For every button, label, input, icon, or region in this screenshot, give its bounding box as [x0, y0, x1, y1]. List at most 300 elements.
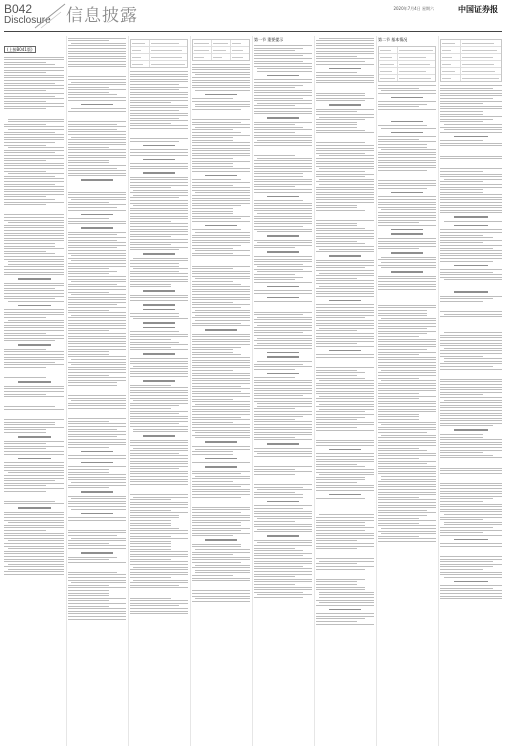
text-line: [381, 90, 436, 91]
text-line: [4, 485, 46, 486]
text-line: [316, 192, 374, 193]
text-line: [192, 163, 233, 164]
text-line: [254, 505, 312, 506]
text-line: [130, 279, 188, 280]
text-line: [440, 311, 502, 312]
text-line: [4, 298, 55, 299]
text-line: [68, 351, 109, 352]
text-block: [378, 85, 436, 542]
text-line: [195, 74, 250, 75]
text-line: [68, 369, 126, 370]
text-line: [440, 511, 502, 512]
text-line: [378, 461, 436, 462]
text-line: [130, 507, 188, 508]
text-line: [4, 233, 64, 234]
text-line: [4, 446, 64, 447]
text-line: [440, 98, 493, 99]
text-line: [130, 450, 188, 451]
text-line: [68, 530, 126, 531]
text-line: [440, 509, 502, 510]
table-cell: [461, 54, 501, 60]
text-line: [130, 197, 179, 198]
text-line: [254, 369, 295, 370]
text-line: [316, 406, 374, 407]
text-line: [68, 162, 109, 163]
text-line: [68, 395, 126, 396]
text-line: [316, 354, 374, 355]
text-line: [316, 417, 365, 418]
text-line: [254, 492, 295, 493]
text-line: [440, 561, 493, 562]
table-cell: [379, 75, 398, 81]
text-line: [378, 505, 436, 506]
subheading-line: [267, 356, 299, 358]
text-line: [378, 352, 436, 353]
text-line: [378, 212, 436, 213]
text-line: [378, 388, 436, 389]
text-line: [4, 396, 64, 397]
text-line: [316, 98, 374, 99]
cell-text-line: [442, 57, 452, 58]
text-line: [133, 205, 188, 206]
text-line: [4, 259, 64, 260]
text-line: [257, 213, 312, 214]
text-line: [192, 362, 250, 363]
text-line: [378, 241, 436, 242]
text-line: [440, 261, 493, 262]
text-line: [195, 310, 250, 311]
text-line: [133, 318, 188, 319]
text-line: [254, 293, 312, 294]
text-line: [4, 465, 64, 466]
text-line: [316, 93, 365, 94]
text-line: [68, 439, 126, 440]
cell-text-line: [442, 71, 455, 72]
text-line: [192, 528, 250, 529]
text-line: [192, 354, 241, 355]
text-line: [192, 77, 250, 78]
text-line: [4, 243, 55, 244]
text-line: [254, 216, 312, 217]
text-line: [254, 322, 312, 323]
paragraph-gap: [254, 304, 312, 310]
text-line: [130, 342, 179, 343]
text-line: [192, 396, 250, 397]
text-line: [8, 173, 64, 174]
text-line: [130, 295, 188, 296]
text-line: [254, 424, 312, 425]
table-cell: [379, 61, 398, 67]
text-line: [4, 561, 64, 562]
text-line: [192, 562, 241, 563]
text-line: [4, 165, 64, 166]
text-line: [316, 385, 374, 386]
text-line: [4, 253, 55, 254]
text-line: [316, 124, 357, 125]
text-line: [257, 542, 312, 543]
text-line: [444, 522, 502, 523]
paragraph-gap: [316, 212, 374, 218]
text-line: [130, 102, 171, 103]
text-line: [316, 383, 374, 384]
text-line: [68, 333, 126, 334]
text-line: [440, 143, 502, 144]
text-line: [68, 423, 126, 424]
text-line: [319, 184, 374, 185]
text-line: [440, 437, 483, 438]
text-line: [68, 207, 117, 208]
text-line: [440, 277, 502, 278]
text-line: [378, 238, 436, 239]
text-line: [130, 371, 188, 372]
text-line: [378, 512, 436, 513]
text-line: [254, 95, 312, 96]
text-line: [444, 332, 502, 333]
text-line: [68, 253, 126, 254]
text-line: [440, 145, 502, 146]
text-line: [4, 150, 64, 151]
table-row: [131, 54, 187, 61]
text-line: [195, 278, 250, 279]
text-line: [68, 336, 126, 337]
subheading-line: [81, 214, 113, 216]
cell-text-line: [194, 50, 209, 51]
text-line: [68, 338, 126, 339]
text-line: [440, 415, 502, 416]
text-line: [68, 367, 126, 368]
text-line: [4, 491, 46, 492]
text-line: [192, 349, 233, 350]
text-line: [254, 100, 312, 101]
text-line: [133, 580, 188, 581]
text-line: [130, 107, 188, 108]
section-title-cn: 信息披露: [66, 6, 138, 26]
subheading-line: [205, 329, 237, 331]
text-line: [440, 258, 502, 259]
subheading-line: [391, 132, 423, 134]
text-line: [444, 314, 502, 315]
table-row: [441, 61, 501, 68]
text-line: [130, 468, 179, 469]
text-block: [68, 38, 126, 620]
text-line: [130, 413, 179, 414]
text-line: [316, 199, 374, 200]
text-line: [4, 204, 46, 205]
text-line: [316, 40, 374, 41]
text-line: [4, 64, 55, 65]
text-line: [440, 119, 493, 120]
text-line: [68, 286, 126, 287]
text-line: [254, 61, 303, 62]
text-line: [4, 330, 64, 331]
text-line: [192, 307, 241, 308]
text-line: [316, 472, 374, 473]
text-line: [440, 442, 502, 443]
text-line: [378, 154, 436, 155]
text-column-3: [130, 36, 188, 746]
text-line: [440, 176, 502, 177]
table-cell: [212, 54, 231, 60]
text-line: [440, 596, 502, 597]
text-line: [4, 266, 64, 267]
text-line: [4, 322, 64, 323]
text-line: [440, 350, 502, 351]
text-line: [4, 126, 64, 127]
text-line: [378, 473, 436, 474]
text-line: [254, 366, 312, 367]
text-line: [68, 520, 126, 521]
table-cell: [398, 61, 435, 67]
text-line: [378, 409, 436, 410]
text-line: [378, 109, 436, 110]
text-line: [440, 340, 502, 341]
text-line: [4, 272, 64, 273]
text-line: [378, 523, 419, 524]
text-line: [316, 265, 374, 266]
text-line: [68, 307, 126, 308]
text-line: [316, 566, 374, 567]
text-line: [378, 541, 436, 542]
text-line: [130, 231, 188, 232]
text-line: [444, 179, 502, 180]
subheading-line: [205, 441, 237, 443]
text-line: [378, 315, 427, 316]
text-line: [192, 64, 250, 65]
text-line: [68, 292, 109, 293]
text-line: [378, 416, 419, 417]
text-line: [68, 121, 126, 122]
text-line: [192, 255, 250, 256]
text-line: [4, 546, 64, 547]
text-line: [254, 558, 312, 559]
table-row: [441, 75, 501, 81]
text-line: [192, 82, 250, 83]
text-line: [68, 328, 126, 329]
text-line: [316, 251, 374, 252]
text-line: [71, 137, 126, 138]
text-line: [130, 208, 188, 209]
text-line: [316, 414, 374, 415]
text-line: [378, 510, 427, 511]
text-line: [68, 469, 109, 470]
text-line: [192, 281, 233, 282]
text-line: [254, 274, 295, 275]
text-line: [130, 363, 188, 364]
text-line: [440, 397, 502, 398]
text-line: [68, 271, 117, 272]
text-line: [254, 135, 312, 136]
text-line: [130, 349, 188, 350]
text-line: [378, 427, 436, 428]
text-line: [4, 424, 55, 425]
text-line: [68, 297, 126, 298]
text-line: [440, 202, 502, 203]
subheading-line: [205, 458, 237, 460]
text-line: [4, 230, 64, 231]
text-line: [316, 109, 374, 110]
text-line: [8, 121, 64, 122]
text-line: [378, 220, 436, 221]
text-line: [378, 538, 436, 539]
text-line: [130, 385, 171, 386]
text-line: [4, 317, 46, 318]
table-cell: [441, 68, 461, 74]
text-line: [254, 429, 312, 430]
text-line: [130, 236, 171, 237]
paragraph-gap: [378, 112, 436, 118]
subheading-line: [391, 192, 423, 194]
cell-text-line: [399, 50, 433, 51]
text-line: [254, 90, 312, 91]
text-line: [68, 487, 109, 488]
text-line: [68, 223, 126, 224]
text-line: [316, 202, 374, 203]
text-line: [192, 533, 250, 534]
text-line: [440, 116, 502, 117]
text-line: [316, 207, 357, 208]
subheading-line: [81, 227, 113, 229]
text-line: [440, 569, 483, 570]
text-line: [378, 396, 436, 397]
text-line: [440, 356, 483, 357]
text-line: [130, 79, 188, 80]
table-cell: [231, 47, 249, 53]
text-line: [378, 167, 436, 168]
text-line: [130, 97, 188, 98]
text-line: [316, 95, 365, 96]
text-line: [254, 345, 312, 346]
text-line: [68, 444, 126, 445]
text-line: [257, 403, 312, 404]
text-line: [257, 266, 312, 267]
text-line: [254, 584, 295, 585]
text-line: [130, 234, 188, 235]
text-line: [378, 144, 427, 145]
text-line: [440, 410, 502, 411]
subheading-line: [143, 145, 175, 147]
text-line: [192, 378, 250, 379]
table-cell: [441, 75, 461, 81]
text-line: [68, 421, 109, 422]
text-line: [440, 425, 493, 426]
text-line: [4, 139, 64, 140]
subheading-line: [391, 233, 423, 235]
text-line: [192, 370, 233, 371]
text-line: [316, 45, 374, 46]
text-line: [378, 199, 436, 200]
text-line: [444, 524, 502, 525]
text-line: [68, 142, 126, 143]
text-line: [440, 384, 502, 385]
text-line: [316, 246, 374, 247]
text-line: [68, 247, 117, 248]
text-line: [378, 520, 436, 521]
text-line: [68, 124, 117, 125]
text-line: [130, 166, 188, 167]
text-line: [4, 288, 55, 289]
text-line: [8, 301, 64, 302]
text-line: [254, 395, 303, 396]
text-line: [192, 190, 250, 191]
text-line: [130, 390, 188, 391]
text-line: [378, 349, 427, 350]
text-line: [130, 276, 188, 277]
text-line: [130, 395, 188, 396]
text-line: [254, 421, 312, 422]
text-line: [440, 101, 502, 102]
text-line: [254, 79, 312, 80]
text-line: [254, 516, 312, 517]
text-line: [4, 409, 64, 410]
subheading-line: [267, 235, 299, 237]
paragraph-gap: [440, 475, 502, 481]
text-line: [192, 161, 250, 162]
text-line: [378, 492, 436, 493]
text-line: [381, 209, 436, 210]
text-line: [378, 463, 427, 464]
text-line: [440, 93, 502, 94]
text-line: [440, 240, 502, 241]
text-line: [440, 229, 502, 230]
text-line: [316, 280, 374, 281]
text-line: [4, 443, 46, 444]
text-line: [4, 178, 64, 179]
text-line: [257, 140, 312, 141]
text-line: [254, 451, 312, 452]
text-line: [440, 106, 502, 107]
text-line: [440, 343, 502, 344]
text-line: [68, 405, 126, 406]
text-line: [68, 418, 126, 419]
text-line: [316, 82, 374, 83]
text-line: [316, 419, 357, 420]
subheading-line: [143, 380, 175, 382]
text-line: [68, 458, 126, 459]
subheading-line: [18, 344, 51, 346]
text-line: [68, 343, 126, 344]
text-line: [316, 343, 357, 344]
text-line: [130, 577, 171, 578]
text-line: [378, 160, 436, 161]
paragraph-gap: [192, 258, 250, 264]
text-line: [254, 553, 312, 554]
text-line: [444, 129, 502, 130]
text-line: [440, 543, 502, 544]
cell-text-line: [442, 50, 451, 51]
text-line: [319, 286, 374, 287]
text-line: [8, 540, 64, 541]
text-line: [192, 237, 250, 238]
text-line: [8, 264, 64, 265]
text-line: [378, 515, 427, 516]
table-cell: [441, 61, 461, 67]
text-line: [378, 341, 436, 342]
text-line: [440, 564, 502, 565]
text-line: [130, 423, 179, 424]
text-line: [440, 379, 502, 380]
text-line: [378, 152, 436, 153]
text-line: [192, 386, 241, 387]
text-line: [195, 127, 250, 128]
text-line: [4, 327, 64, 328]
text-line: [71, 255, 126, 256]
table-cell: [193, 54, 212, 60]
text-line: [316, 189, 374, 190]
text-line: [316, 142, 365, 143]
subheading-line: [267, 251, 299, 253]
text-line: [316, 205, 357, 206]
text-line: [130, 271, 179, 272]
